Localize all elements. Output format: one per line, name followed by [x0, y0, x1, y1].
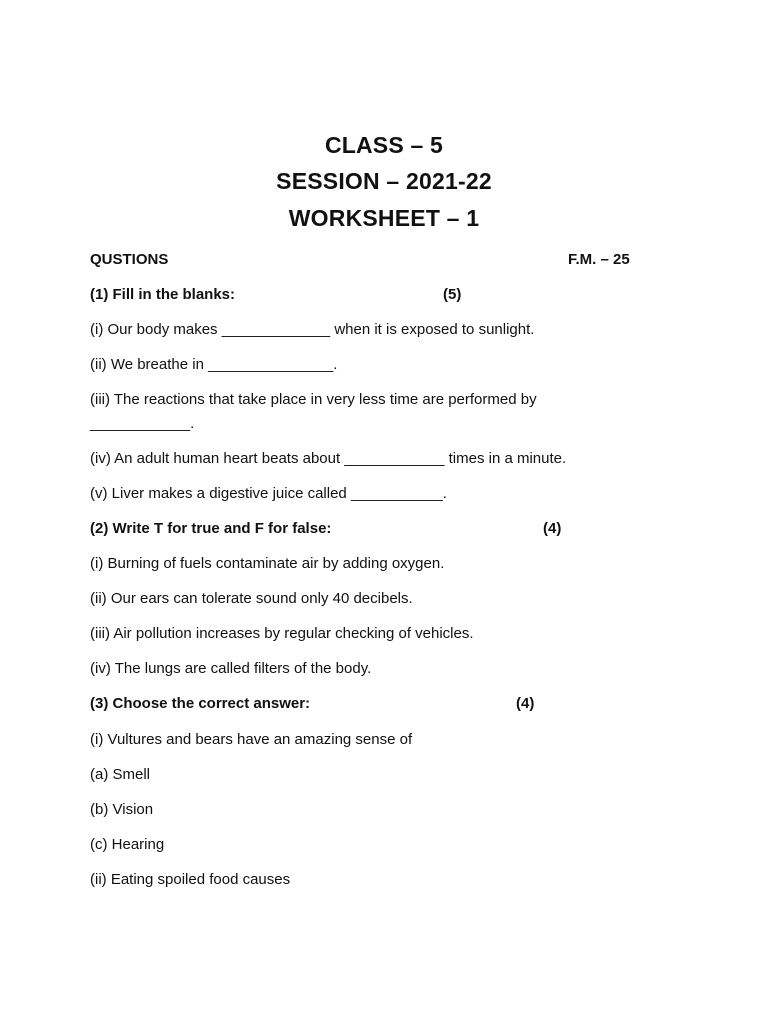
- section3-item-1: (i) Vultures and bears have an amazing sense of: [90, 731, 413, 748]
- questions-label: QUSTIONS: [90, 251, 169, 268]
- section1-heading: (1) Fill in the blanks:: [90, 286, 236, 303]
- section1-item-5: (v) Liver makes a digestive juice called ___________.: [90, 485, 447, 502]
- section1-item-4: (iv) An adult human heart beats about ____________ times in a minute.: [90, 450, 567, 467]
- section2-item-2: (ii) Our ears can tolerate sound only 40 decibels.: [90, 590, 413, 607]
- section3-option-b: (b) Vision: [90, 801, 154, 818]
- section1-item-3-blank: ____________.: [90, 415, 195, 432]
- section3-option-c: (c) Hearing: [90, 836, 165, 853]
- section2-item-1: (i) Burning of fuels contaminate air by adding oxygen.: [90, 555, 445, 572]
- section3-item-2: (ii) Eating spoiled food causes: [90, 871, 291, 888]
- full-marks: F.M. – 25: [568, 251, 630, 268]
- section1-item-1: (i) Our body makes _____________ when it is exposed to sunlight.: [90, 321, 535, 338]
- session-title: SESSION – 2021-22: [276, 168, 492, 194]
- section1-marks: (5): [443, 286, 462, 303]
- section3-marks: (4): [516, 695, 535, 712]
- section2-marks: (4): [543, 520, 562, 537]
- section3-option-a: (a) Smell: [90, 766, 151, 783]
- section2-heading: (2) Write T for true and F for false:: [90, 520, 332, 537]
- section3-heading: (3) Choose the correct answer:: [90, 695, 311, 712]
- section2-item-4: (iv) The lungs are called filters of the body.: [90, 660, 372, 677]
- worksheet-title: WORKSHEET – 1: [288, 205, 480, 231]
- section2-item-3: (iii) Air pollution increases by regular checking of vehicles.: [90, 625, 474, 642]
- class-title: CLASS – 5: [324, 132, 444, 158]
- section1-item-3: (iii) The reactions that take place in very less time are performed by: [90, 391, 537, 408]
- section1-item-2: (ii) We breathe in _______________.: [90, 356, 338, 373]
